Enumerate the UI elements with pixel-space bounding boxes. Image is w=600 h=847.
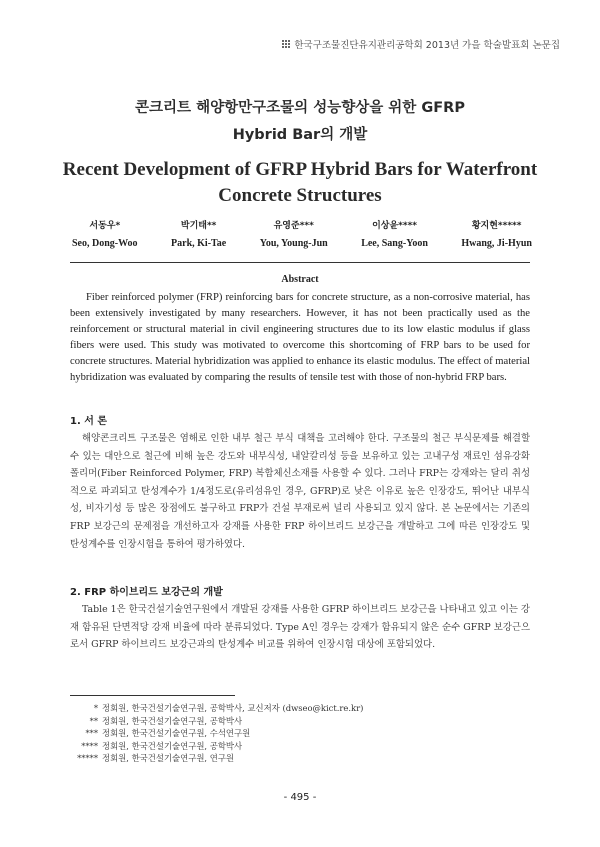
title-en-line2: Concrete Structures	[218, 185, 382, 206]
author-name-kr: 서동우*	[89, 221, 121, 231]
footnote-item	[70, 715, 490, 728]
author-name-kr: 이상윤****	[372, 221, 417, 231]
author-4	[361, 218, 428, 252]
header-text: 한국구조물진단유지관리공학회 2013년 가을 학술발표회 논문집	[294, 40, 560, 51]
footnote-text: 정회원, 한국건설기술연구원, 공학박사, 교신저자 (dwseo@kict.re.kr)	[102, 703, 364, 713]
footnote-mark: ***	[85, 728, 98, 739]
author-name-en: Seo, Dong-Woo	[72, 238, 138, 249]
footnote-text: 정회원, 한국건설기술연구원, 공학박사	[102, 740, 243, 751]
footnote-text: 정회원, 한국건설기술연구원, 연구원	[102, 753, 235, 764]
author-2	[171, 218, 226, 252]
title-en-line1: Recent Development of GFRP Hybrid Bars for Waterfront	[62, 159, 538, 180]
footnote-mark: **	[89, 715, 98, 726]
abstract-text: Fiber reinforced polymer (FRP) reinforcing bars for concrete structure, as a non-corrosive material, has been extensively investigated by many researchers. However, it has not been practically used as the reinforcement or structural material in civil engineering structures due to its low elastic modulus if glass fibers were used. This study was motivated to overcome this shortcoming of FRP bars to be used for concrete structures. Material hybridization was applied to enhance its elastic modulus. The effect of material hybridization was evaluated by comparing the results of tensile test with those of non-hybrid FRP bars.	[70, 292, 530, 383]
footnote-item	[70, 702, 490, 715]
section-body-introduction: 해양콘크리트 구조물은 염해로 인한 내부 철근 부식 대책을 고려해야 한다. 구조물의 철근 부식문제를 해결할 수 있는 대안으로 철근에 비해 높은 강도와 내부식성, 내알칼리성 등을 보유하고 있는 고내구성 재료인 섬유강화폴리머(Fiber Reinforced Polymer, FRP) 복합체신소재를 사용할 수 있다. 그러나 FRP는 강재와는 달리 취성적으로 파괴되고 탄성계수가 1/4정도로(유리섬유인 경우, GFRP)로 낮은 이유로 높은 인장강도, 뛰어난 내부식성, 비자기성 등 많은 장점에도 불구하고 FRP가 건설 부재로써 널리 사용되고 있지 않다. 본 논문에서는 기존의 FRP 보강근의 문제점을 개선하고자 강재를 사용한 FRP 하이브리드 보강근을 개발하고 그에 따른 인장강도 및 탄성계수를 인장시험을 통하여 평가하였다.	[70, 433, 530, 550]
footnote-mark: *	[93, 703, 98, 713]
author-name-kr: 유영준***	[273, 221, 314, 231]
author-1	[72, 218, 138, 252]
author-name-kr: 황지현*****	[471, 221, 522, 231]
footnote-mark: ****	[81, 740, 98, 751]
author-name-en: You, Young-Jun	[259, 238, 328, 249]
footnote-text: 정회원, 한국건설기술연구원, 공학박사	[102, 715, 243, 726]
section-body-development: Table 1은 한국건설기술연구원에서 개발된 강재를 사용한 GFRP 하이브리드 보강근을 나타내고 있고 이는 강재 함유된 단면적당 강재 비율에 따라 분류되었다. Type A인 경우는 강재가 함유되지 않은 순수 GFRP 보강근으로서 GFRP 하이브리드 보강근과의 탄성계수 비교를 위하여 인장시험 대상에 포함되었다.	[70, 604, 530, 651]
footnote-item	[70, 752, 490, 765]
title-kr-line1: 콘크리트 해양항만구조물의 성능향상을 위한 GFRP	[135, 100, 465, 116]
author-name-en: Lee, Sang-Yoon	[361, 238, 428, 249]
divider-rule	[70, 262, 530, 263]
footnotes	[70, 702, 490, 765]
footnote-item	[70, 727, 490, 740]
footnote-rule	[70, 695, 235, 696]
author-name-en: Hwang, Ji-Hyun	[461, 238, 532, 249]
abstract-heading: Abstract	[281, 274, 319, 285]
section-heading-introduction: 1. 서 론	[70, 416, 108, 427]
footnote-mark: *****	[77, 753, 98, 764]
author-name-en: Park, Ki-Tae	[171, 238, 227, 249]
running-header	[282, 37, 560, 51]
page-number: - 495 -	[283, 792, 317, 803]
section-heading-development: 2. FRP 하이브리드 보강근의 개발	[70, 587, 223, 598]
author-name-kr: 박기태**	[180, 221, 217, 231]
author-5	[461, 218, 532, 252]
footnote-text: 정회원, 한국건설기술연구원, 수석연구원	[102, 728, 251, 739]
author-list	[72, 218, 532, 252]
footnote-item	[70, 740, 490, 753]
title-kr-line2: Hybrid Bar의 개발	[232, 127, 368, 143]
header-grid-icon	[282, 40, 290, 48]
author-3	[260, 218, 328, 252]
